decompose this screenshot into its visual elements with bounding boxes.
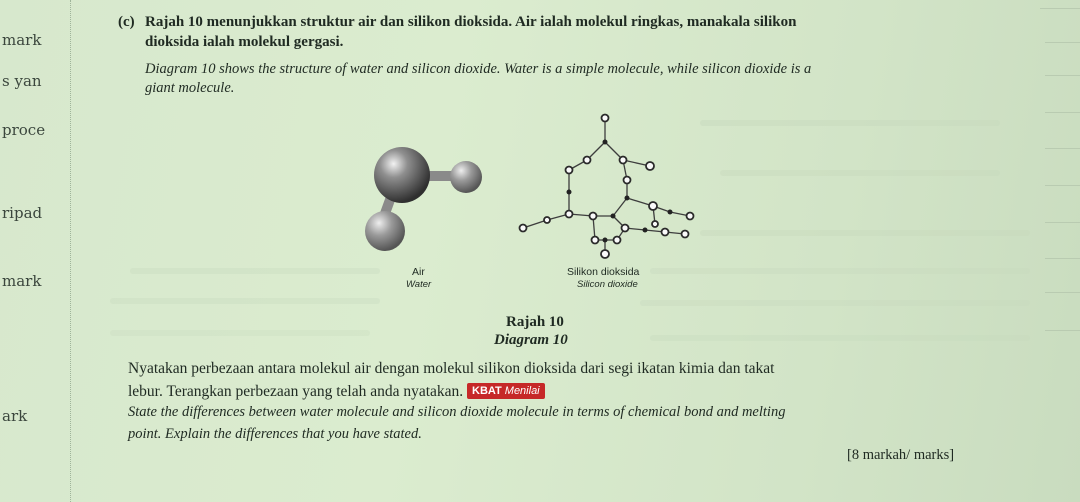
oxygen-atom (682, 231, 689, 238)
silicon-atom (625, 196, 630, 201)
margin-fragment: ripad (2, 204, 43, 222)
question-text-malay: Rajah 10 menunjukkan struktur air dan silikon dioksida. Air ialah molekul ringkas, manakala silikon (145, 14, 797, 30)
silicon-dioxide-label: Silikon dioksida (567, 266, 640, 278)
instruction-malay: Nyatakan perbezaan antara molekul air dengan molekul silikon dioksida dari segi ikatan kimia dan takat (128, 360, 775, 377)
silicon-atom (567, 190, 572, 195)
instruction-malay-cont: lebur. Terangkan perbezaan yang telah anda nyatakan. KBAT Menilai (128, 383, 545, 401)
oxygen-atom (620, 157, 627, 164)
question-text-malay-cont: dioksida ialah molekul gergasi. (145, 34, 344, 50)
margin-fragment: mark (2, 272, 42, 290)
oxygen-atom (622, 225, 629, 232)
water-molecule-diagram (340, 140, 500, 270)
question-text-english-cont: giant molecule. (145, 80, 235, 96)
instruction-english: State the differences between water molecule and silicon dioxide molecule in terms of chemical bond and melting (128, 404, 786, 420)
margin-fragment: mark (2, 31, 42, 49)
oxygen-atom (602, 115, 609, 122)
silicon-dioxide-diagram (505, 112, 705, 267)
oxygen-atom (614, 237, 621, 244)
diagram-caption-malay: Rajah 10 (506, 314, 564, 330)
hydrogen-atom (365, 211, 405, 251)
oxygen-atom (544, 217, 550, 223)
oxygen-atom (584, 157, 591, 164)
oxygen-atom (624, 177, 631, 184)
hydrogen-atom (450, 161, 482, 193)
question-label: (c) (118, 14, 135, 30)
instruction-english-cont: point. Explain the differences that you have stated. (128, 426, 422, 442)
oxygen-atom (652, 221, 658, 227)
oxygen-atom (687, 213, 694, 220)
silicon-atom (603, 238, 608, 243)
margin-fragment: s yan (2, 72, 42, 90)
oxygen-atom (566, 211, 573, 218)
diagram-caption-english: Diagram 10 (494, 332, 568, 348)
oxygen-atom (566, 167, 573, 174)
oxygen-atom (649, 202, 657, 210)
water-label: Air (412, 266, 425, 278)
oxygen-atom (592, 237, 599, 244)
oxygen-atom (646, 162, 654, 170)
oxygen-atom (520, 225, 527, 232)
silicon-atom (603, 140, 608, 145)
silicon-atom (668, 210, 673, 215)
question-text-english: Diagram 10 shows the structure of water and silicon dioxide. Water is a simple molecule, while silicon dioxide is a (145, 61, 812, 77)
margin-rule (70, 0, 71, 502)
oxygen-atom (662, 229, 669, 236)
silicon-atom (611, 214, 616, 219)
oxygen-atom (374, 147, 430, 203)
marks-allocation: [8 markah/ marks] (847, 447, 955, 463)
margin-fragment: ark (2, 407, 28, 425)
silicon-atom (643, 228, 648, 233)
oxygen-atom (601, 250, 609, 258)
kbat-badge: KBAT Menilai (467, 383, 545, 399)
silicon-dioxide-label-english: Silicon dioxide (577, 279, 638, 290)
margin-fragment: proce (2, 121, 46, 139)
oxygen-atom (590, 213, 597, 220)
water-label-english: Water (406, 279, 432, 290)
